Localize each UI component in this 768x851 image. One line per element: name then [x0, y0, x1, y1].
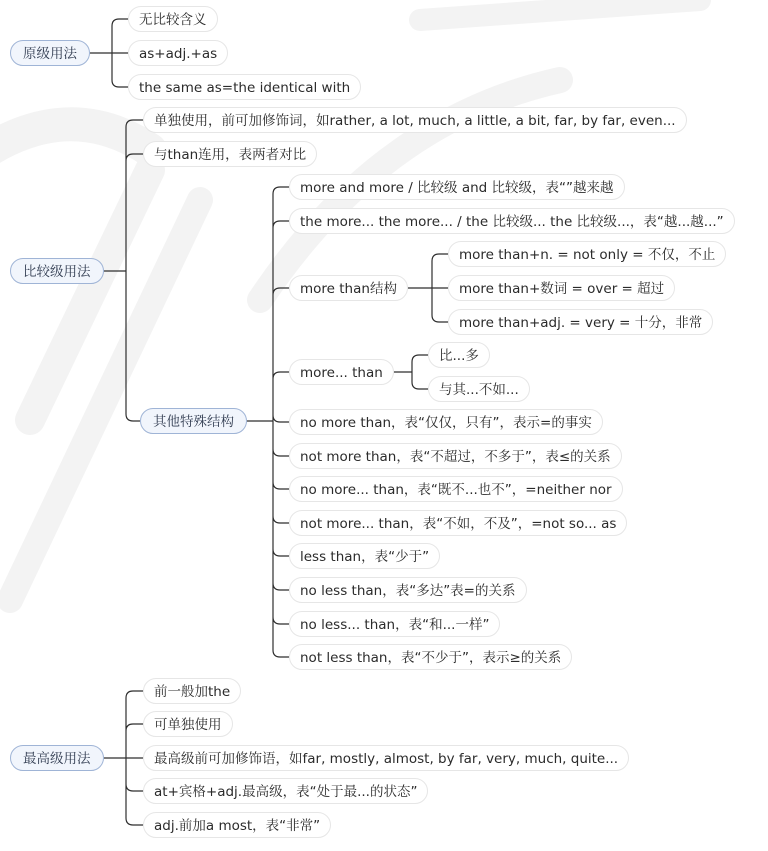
special-item-9[interactable]: less than，表“少于” — [289, 543, 440, 569]
positive-item-2[interactable]: as+adj.+as — [128, 40, 228, 66]
comparative-item-1[interactable]: 单独使用，前可加修饰词，如rather, a lot, much, a little, a bit, far, by far, even... — [143, 107, 687, 133]
special-item-7[interactable]: no more... than，表“既不...也不”，=neither nor — [289, 476, 623, 502]
special-item-10[interactable]: no less than，表“多达”表=的关系 — [289, 577, 527, 603]
connector-special-item-more-than-pair — [394, 355, 428, 389]
special-item-6[interactable]: not more than，表“不超过，不多于”，表≤的关系 — [289, 443, 622, 469]
superlative-item-3[interactable]: 最高级前可加修饰语，如far, mostly, almost, by far, very, much, quite... — [143, 745, 629, 771]
special-item-2[interactable]: the more... the more... / the 比较级... the 比较级...，表“越...越...” — [289, 208, 735, 234]
connector-section-positive-degree — [90, 19, 128, 87]
more-than-sub-1[interactable]: more than+n. = not only = 不仅，不止 — [448, 241, 726, 267]
more-than-pair-sub-1[interactable]: 比...多 — [428, 342, 490, 368]
special-item-11[interactable]: no less... than，表“和...一样” — [289, 611, 500, 637]
special-structures[interactable]: 其他特殊结构 — [140, 408, 247, 434]
special-item-1[interactable]: more and more / 比较级 and 比较级，表“”越来越 — [289, 174, 625, 200]
more-than-sub-2[interactable]: more than+数词 = over = 超过 — [448, 275, 675, 301]
section-superlative-degree[interactable]: 最高级用法 — [10, 745, 104, 771]
special-item-8[interactable]: not more... than，表“不如，不及”，=not so... as — [289, 510, 627, 536]
superlative-item-1[interactable]: 前一般加the — [143, 678, 241, 704]
special-item-5[interactable]: no more than，表“仅仅，只有”，表示=的事实 — [289, 409, 603, 435]
special-item-more-than[interactable]: more than结构 — [289, 275, 408, 301]
superlative-item-5[interactable]: adj.前加a most，表“非常” — [143, 812, 331, 838]
connector-section-superlative-degree — [104, 691, 143, 825]
special-item-12[interactable]: not less than，表“不少于”，表示≥的关系 — [289, 644, 572, 670]
positive-item-3[interactable]: the same as=the identical with — [128, 74, 361, 100]
positive-item-1[interactable]: 无比较含义 — [128, 6, 218, 32]
section-positive-degree[interactable]: 原级用法 — [10, 40, 90, 66]
special-item-more-than-pair[interactable]: more... than — [289, 359, 394, 385]
superlative-item-2[interactable]: 可单独使用 — [143, 711, 233, 737]
connector-special-structures — [247, 187, 289, 657]
connector-section-comparative-degree — [104, 120, 143, 421]
more-than-sub-3[interactable]: more than+adj. = very = 十分，非常 — [448, 309, 713, 335]
superlative-item-4[interactable]: at+宾格+adj.最高级，表“处于最...的状态” — [143, 778, 428, 804]
connector-special-item-more-than — [408, 254, 448, 322]
more-than-pair-sub-2[interactable]: 与其...不如... — [428, 376, 530, 402]
comparative-item-2[interactable]: 与than连用，表两者对比 — [143, 141, 317, 167]
section-comparative-degree[interactable]: 比较级用法 — [10, 258, 104, 284]
